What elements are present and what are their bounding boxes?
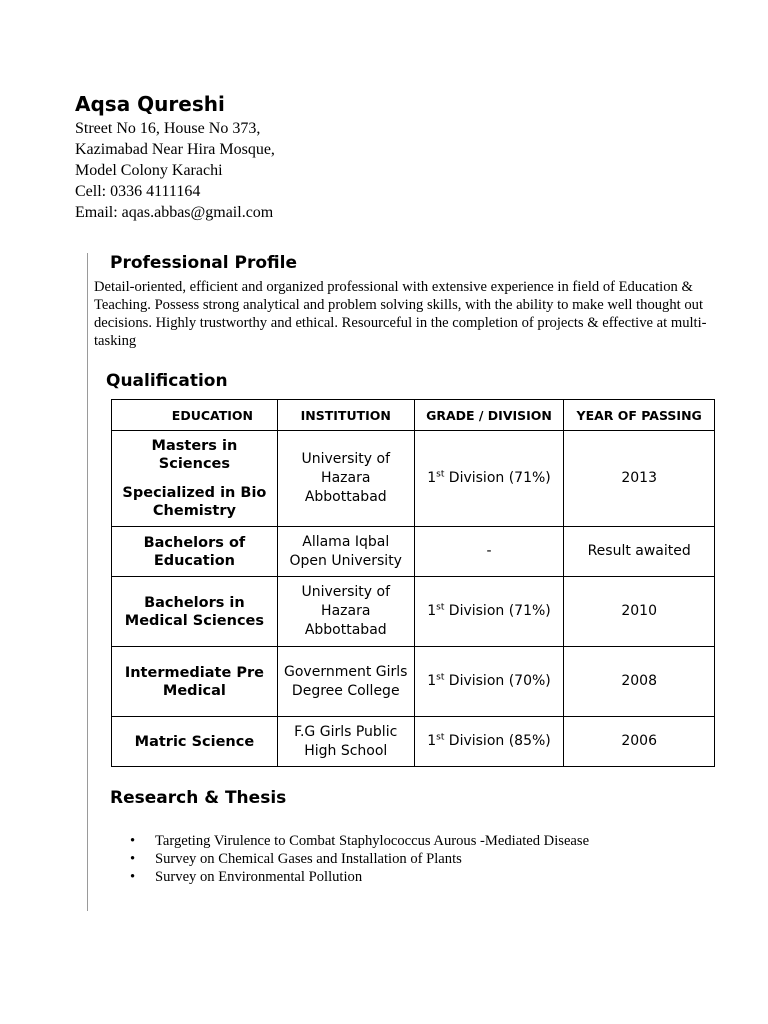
left-margin-rule [87, 253, 88, 911]
institution-cell: F.G Girls Public High School [277, 717, 414, 767]
table-row [112, 647, 715, 717]
column-header-institution: INSTITUTION [277, 400, 414, 431]
cell-number: Cell: 0336 4111164 [75, 183, 201, 200]
address-line-1: Street No 16, House No 373, [75, 120, 261, 137]
grade-cell: - [414, 527, 564, 577]
institution-cell: University of Hazara Abbottabad [277, 431, 414, 527]
year-cell: 2008 [564, 647, 715, 717]
column-header-grade: GRADE / DIVISION [414, 400, 564, 431]
table-row [112, 431, 715, 527]
research-list [130, 832, 589, 886]
column-header-year: YEAR OF PASSING [564, 400, 715, 431]
address-line-3: Model Colony Karachi [75, 162, 223, 179]
table-row [112, 527, 715, 577]
bullet-icon: • [130, 869, 136, 885]
year-cell: 2006 [564, 717, 715, 767]
education-specialization: Specialized in Bio Chemistry [122, 485, 267, 519]
profile-text: Detail-oriented, efficient and organized professional with extensive experience in field of Education & Teaching. Possess strong analytical and problem solving skills, with the ability to make well thought out decisions. Highly trustworthy and ethical. Resourceful in the completion of projects & effective at multi-tasking [94, 279, 707, 349]
grade-cell: 1st Division (70%) [414, 647, 564, 717]
institution-cell: University of Hazara Abbottabad [277, 577, 414, 647]
grade-cell: 1st Division (71%) [414, 431, 564, 527]
education-cell: Matric Science [112, 717, 278, 767]
bullet-icon: • [130, 833, 136, 849]
candidate-name: Aqsa Qureshi [75, 92, 225, 116]
list-item: • Survey on Chemical Gases and Installation of Plants [130, 851, 462, 867]
list-item: • Survey on Environmental Pollution [130, 869, 363, 885]
grade-cell: 1st Division (71%) [414, 577, 564, 647]
qualification-heading: Qualification [106, 371, 228, 391]
qualification-table [111, 399, 715, 767]
column-header-education: EDUCATION [112, 400, 278, 431]
education-cell [112, 431, 278, 527]
education-cell: Intermediate Pre Medical [112, 647, 278, 717]
education-degree: Masters in Sciences [151, 438, 238, 472]
grade-cell: 1st Division (85%) [414, 717, 564, 767]
bullet-icon: • [130, 851, 136, 867]
institution-cell: Allama Iqbal Open University [277, 527, 414, 577]
year-cell: Result awaited [564, 527, 715, 577]
institution-cell: Government Girls Degree College [277, 647, 414, 717]
education-cell: Bachelors of Education [112, 527, 278, 577]
research-heading: Research & Thesis [110, 788, 287, 808]
year-cell: 2013 [564, 431, 715, 527]
table-row [112, 717, 715, 767]
table-row [112, 577, 715, 647]
year-cell: 2010 [564, 577, 715, 647]
table-header-row [112, 400, 715, 431]
address-line-2: Kazimabad Near Hira Mosque, [75, 141, 275, 158]
profile-heading: Professional Profile [110, 253, 297, 273]
education-cell: Bachelors in Medical Sciences [112, 577, 278, 647]
list-item: • Targeting Virulence to Combat Staphylococcus Aurous -Mediated Disease [130, 833, 590, 849]
contact-header [75, 92, 275, 223]
email-address: Email: aqas.abbas@gmail.com [75, 204, 274, 221]
